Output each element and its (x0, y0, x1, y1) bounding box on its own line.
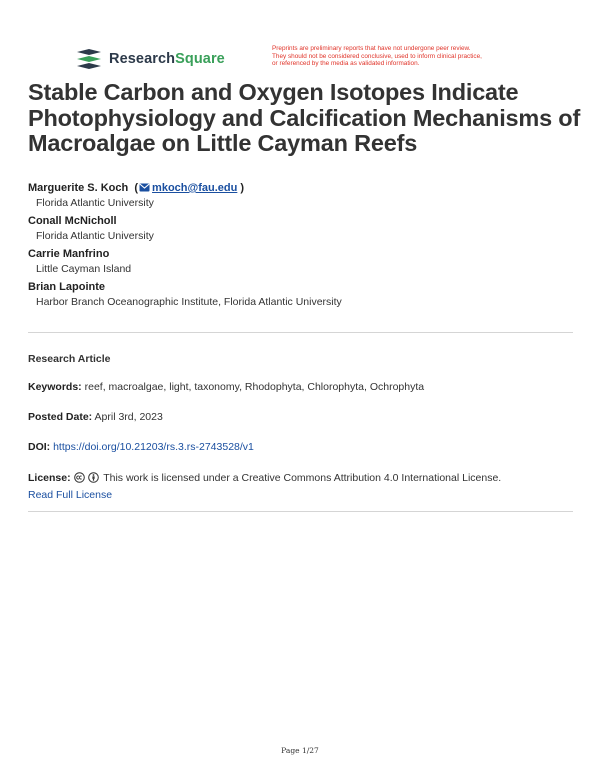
author-name: Carrie Manfrino (28, 248, 110, 260)
preprint-notice-line: Preprints are preliminary reports that have not undergone peer review. (272, 45, 471, 52)
brand-research: Research (109, 51, 176, 67)
author-affiliation: Harbor Branch Oceanographic Institute, Florida Atlantic University (36, 296, 342, 308)
doi-row (28, 440, 573, 454)
envelope-icon (139, 183, 150, 192)
paper-title: Stable Carbon and Oxygen Isotopes Indicate Photophysiology and Calcification Mechanisms of Macroalgae on Little Cayman Reefs (28, 79, 581, 156)
keywords-row (28, 380, 573, 394)
preprint-notice (272, 45, 562, 68)
author-affiliation: Florida Atlantic University (36, 197, 154, 209)
author-entry (28, 181, 568, 210)
brand-name (109, 51, 225, 67)
posted-date-row (28, 410, 573, 424)
license-text: This work is licensed under a Creative Commons Attribution 4.0 International License. (103, 472, 502, 484)
author-name: Marguerite S. Koch (28, 182, 129, 194)
license-label: License: (28, 472, 71, 484)
brand-square: Square (175, 51, 225, 67)
email-close-paren: ) (240, 182, 245, 194)
doi-link[interactable]: https://doi.org/10.21203/rs.3.rs-2743528/v1 (53, 441, 254, 453)
article-type: Research Article (28, 353, 111, 365)
author-entry (28, 214, 568, 243)
author-name-line (28, 181, 568, 195)
keywords-label: Keywords: (28, 381, 82, 393)
preprint-notice-line: or referenced by the media as validated information. (272, 60, 420, 68)
author-list (28, 181, 568, 313)
attribution-icon (88, 472, 99, 483)
preprint-notice-line: They should not be considered conclusive, used to inform clinical practice, (272, 52, 482, 60)
posted-date-label: Posted Date: (28, 411, 93, 423)
page-number: Page 1/27 (281, 746, 319, 755)
author-affiliation: Florida Atlantic University (36, 230, 154, 242)
email-open-paren: ( (134, 182, 139, 194)
read-full-license-link[interactable]: Read Full License (28, 489, 113, 501)
creative-commons-icon (74, 472, 85, 483)
doi-label: DOI: (28, 441, 51, 453)
author-entry (28, 247, 568, 276)
license-row (28, 470, 573, 504)
author-name: Conall McNicholl (28, 215, 117, 227)
author-name: Brian Lapointe (28, 281, 106, 293)
author-entry (28, 280, 568, 309)
section-divider (28, 511, 573, 512)
research-square-logo-icon (76, 48, 102, 70)
author-email-link[interactable]: mkoch@fau.edu (152, 182, 238, 194)
keywords-value: reef, macroalgae, light, taxonomy, Rhodophyta, Chlorophyta, Ochrophyta (84, 381, 425, 393)
author-affiliation: Little Cayman Island (36, 263, 132, 275)
research-square-logo[interactable] (76, 48, 225, 70)
author-email-wrapper (131, 182, 244, 194)
section-divider (28, 332, 573, 333)
posted-date-value: April 3rd, 2023 (94, 411, 163, 423)
